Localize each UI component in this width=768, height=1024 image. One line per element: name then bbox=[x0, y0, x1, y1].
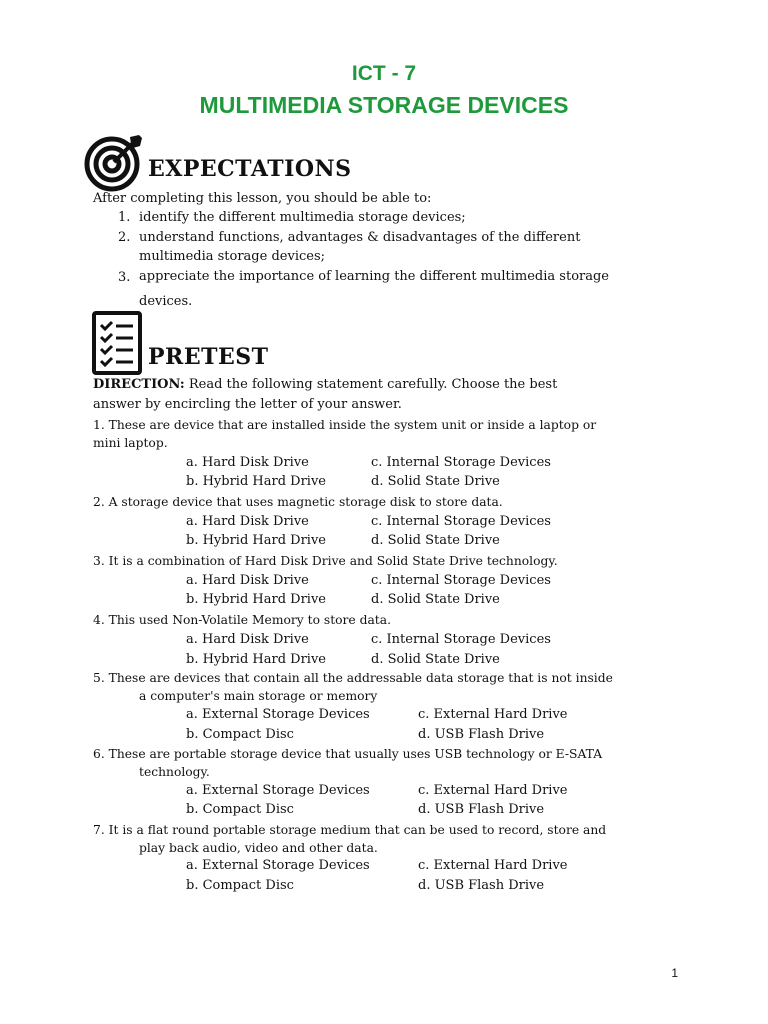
choice-c[interactable]: c. Internal Storage Devices bbox=[371, 573, 551, 588]
choice-c[interactable]: c. External Hard Drive bbox=[418, 783, 568, 798]
choice-c[interactable]: c. Internal Storage Devices bbox=[371, 514, 551, 529]
choice-d[interactable]: d. USB Flash Drive bbox=[418, 727, 545, 742]
question-text: 2. A storage device that uses magnetic storage disk to store data. bbox=[93, 495, 503, 509]
question-text: technology. bbox=[139, 765, 210, 779]
expectation-line: identify the different multimedia storage devices; bbox=[139, 210, 466, 225]
pretest-heading: PRETEST bbox=[148, 344, 269, 370]
choice-b[interactable]: b. Hybrid Hard Drive bbox=[186, 533, 327, 548]
choice-c[interactable]: c. External Hard Drive bbox=[418, 858, 568, 873]
question-text: a computer's main storage or memory bbox=[139, 689, 378, 703]
expectation-number: 1. bbox=[118, 210, 131, 225]
choice-d[interactable]: d. Solid State Drive bbox=[371, 474, 500, 489]
choice-b[interactable]: b. Hybrid Hard Drive bbox=[186, 592, 327, 607]
choice-d[interactable]: d. Solid State Drive bbox=[371, 533, 500, 548]
expectation-line: appreciate the importance of learning the different multimedia storage bbox=[139, 269, 609, 284]
choice-d[interactable]: d. Solid State Drive bbox=[371, 592, 500, 607]
question-text: 7. It is a flat round portable storage medium that can be used to record, store and bbox=[93, 823, 607, 837]
question-text: play back audio, video and other data. bbox=[139, 841, 378, 855]
choice-c[interactable]: c. External Hard Drive bbox=[418, 707, 568, 722]
choice-a[interactable]: a. External Storage Devices bbox=[186, 783, 370, 798]
choice-a[interactable]: a. Hard Disk Drive bbox=[186, 632, 309, 647]
expectation-line: devices. bbox=[139, 294, 193, 309]
choice-d[interactable]: d. USB Flash Drive bbox=[418, 878, 545, 893]
choice-a[interactable]: a. External Storage Devices bbox=[186, 858, 370, 873]
direction-line: answer by encircling the letter of your answer. bbox=[93, 397, 402, 412]
choice-a[interactable]: a. Hard Disk Drive bbox=[186, 573, 309, 588]
direction-line bbox=[93, 377, 557, 393]
page-number: 1 bbox=[671, 966, 678, 980]
question-text: 5. These are devices that contain all the addressable data storage that is not inside bbox=[93, 671, 613, 685]
direction-text: Read the following statement carefully. Choose the best bbox=[184, 377, 558, 392]
expectation-line: understand functions, advantages & disadvantages of the different bbox=[139, 230, 581, 245]
question-text: 4. This used Non-Volatile Memory to store data. bbox=[93, 613, 391, 627]
choice-a[interactable]: a. Hard Disk Drive bbox=[186, 514, 309, 529]
question-text: 1. These are device that are installed inside the system unit or inside a laptop or bbox=[93, 418, 597, 432]
choice-a[interactable]: a. Hard Disk Drive bbox=[186, 455, 309, 470]
choice-b[interactable]: b. Hybrid Hard Drive bbox=[186, 474, 327, 489]
choice-c[interactable]: c. Internal Storage Devices bbox=[371, 632, 551, 647]
question-text: 3. It is a combination of Hard Disk Drive and Solid State Drive technology. bbox=[93, 554, 558, 568]
question-text: 6. These are portable storage device that usually uses USB technology or E-SATA bbox=[93, 747, 603, 761]
choice-a[interactable]: a. External Storage Devices bbox=[186, 707, 370, 722]
subject-title: ICT - 7 bbox=[351, 62, 417, 85]
choice-d[interactable]: d. USB Flash Drive bbox=[418, 802, 545, 817]
choice-b[interactable]: b. Compact Disc bbox=[186, 802, 294, 817]
question-text: mini laptop. bbox=[93, 436, 168, 450]
expectations-heading: EXPECTATIONS bbox=[148, 156, 352, 182]
expectation-number: 2. bbox=[118, 230, 131, 245]
choice-b[interactable]: b. Compact Disc bbox=[186, 878, 294, 893]
choice-b[interactable]: b. Hybrid Hard Drive bbox=[186, 652, 327, 667]
choice-b[interactable]: b. Compact Disc bbox=[186, 727, 294, 742]
target-icon bbox=[84, 134, 144, 192]
choice-d[interactable]: d. Solid State Drive bbox=[371, 652, 500, 667]
expectation-number: 3. bbox=[118, 270, 131, 285]
expectation-line: multimedia storage devices; bbox=[139, 249, 325, 264]
direction-label: DIRECTION: bbox=[93, 377, 185, 392]
checklist-icon bbox=[91, 310, 143, 376]
topic-title: MULTIMEDIA STORAGE DEVICES bbox=[199, 92, 569, 118]
expectations-intro: After completing this lesson, you should be able to: bbox=[93, 191, 432, 206]
choice-c[interactable]: c. Internal Storage Devices bbox=[371, 455, 551, 470]
